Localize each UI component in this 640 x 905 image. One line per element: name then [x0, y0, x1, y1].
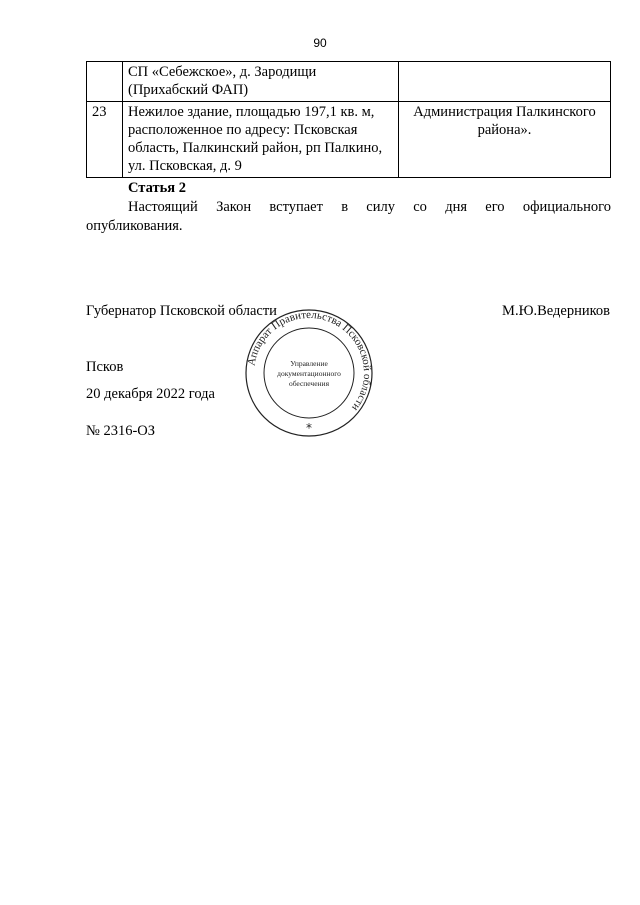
owner-cell	[399, 102, 611, 178]
stamp-inner-line: Управление	[290, 359, 328, 368]
article-body	[86, 198, 611, 236]
law-number: № 2316-ОЗ	[86, 423, 156, 439]
owner-cell	[399, 62, 611, 102]
property-table	[86, 61, 611, 178]
description-line: СП «Себежское», д. Зародищи	[128, 64, 317, 80]
property-description-cell	[123, 62, 399, 102]
owner-line: района».	[477, 122, 532, 138]
description-line: (Прихабский ФАП)	[128, 82, 249, 98]
article-title: Статья 2	[128, 180, 186, 196]
row-number-cell: 23	[87, 102, 123, 178]
description-line: расположенное по адресу: Псковская	[128, 122, 358, 138]
signatory-name: М.Ю.Ведерников	[502, 303, 610, 319]
page-number: 90	[313, 36, 327, 50]
owner-line: Администрация Палкинского	[413, 104, 596, 120]
document-date: 20 декабря 2022 года	[86, 386, 215, 402]
stamp-inner-line: документационного	[277, 369, 341, 378]
property-description-cell	[123, 102, 399, 178]
description-line: область, Палкинский район, рп Палкино,	[128, 140, 383, 156]
table-row	[87, 62, 611, 102]
row-number-cell	[87, 62, 123, 102]
signatory-position: Губернатор Псковской области	[86, 303, 277, 319]
description-line: ул. Псковская, д. 9	[128, 158, 242, 174]
document-place: Псков	[86, 359, 124, 375]
stamp-star-icon: *	[306, 421, 312, 435]
stamp-outer-text: Аппарат Правительства Псковской области	[245, 308, 374, 414]
article-text-line: опубликования.	[86, 218, 183, 234]
table-row	[87, 102, 611, 178]
description-line: Нежилое здание, площадью 197,1 кв. м,	[128, 104, 375, 120]
stamp-inner-line: обеспечения	[288, 379, 330, 388]
official-stamp	[244, 308, 374, 438]
article-text-line: Настоящий Закон вступает в силу со дня его официального	[128, 199, 611, 215]
